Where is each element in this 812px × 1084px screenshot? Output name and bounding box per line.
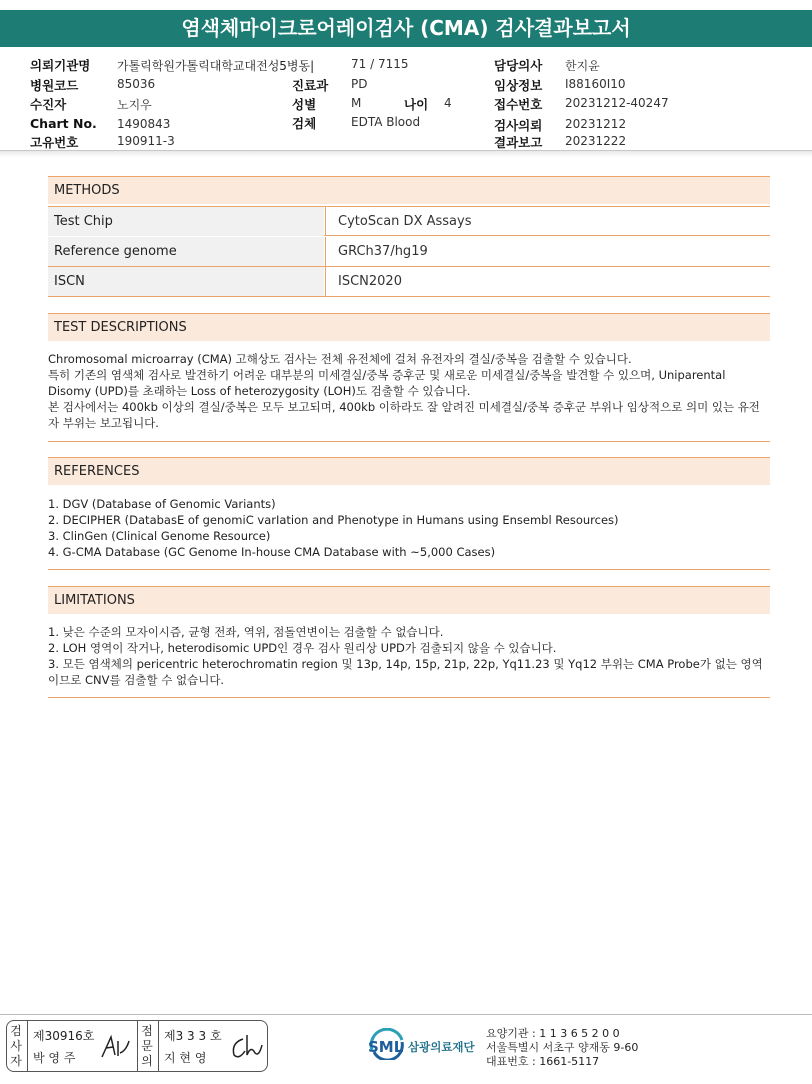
info-value: 4 <box>444 96 452 110</box>
info-value: EDTA Blood <box>351 115 421 129</box>
info-label: 진료과 <box>292 78 329 93</box>
reference-item: 4. G-CMA Database (GC Genome In-house CMA Database with ~5,000 Cases) <box>48 545 496 559</box>
info-value: 71 / 7115 <box>351 57 409 71</box>
divider <box>27 1021 28 1071</box>
test-descriptions-heading: TEST DESCRIPTIONS <box>48 313 770 341</box>
test-descriptions-body <box>48 351 770 431</box>
contact-line: 요양기관 : 1 1 3 6 5 2 0 0 <box>486 1027 620 1040</box>
reviewer-license-no: 제3 3 3 호 <box>164 1029 222 1043</box>
info-label: 검사의뢰 <box>494 118 543 133</box>
reviewer-name: 지 현 영 <box>164 1051 207 1065</box>
methods-key: Test Chip <box>48 207 324 236</box>
limitations-heading: LIMITATIONS <box>48 586 770 614</box>
info-value: PD <box>351 77 368 91</box>
info-label: 나이 <box>404 97 429 112</box>
limitations-list <box>48 624 770 688</box>
info-requesting-institution <box>30 56 90 74</box>
logo-text: SML <box>368 1038 404 1056</box>
info-label: 수진자 <box>30 97 67 112</box>
references-heading: REFERENCES <box>48 457 770 485</box>
methods-key: Reference genome <box>48 237 324 266</box>
section-divider <box>48 441 770 442</box>
info-label: 임상정보 <box>494 78 543 93</box>
footer-divider <box>0 1014 812 1015</box>
info-value: 190911-3 <box>117 134 175 148</box>
reference-item: 3. ClinGen (Clinical Genome Resource) <box>48 529 271 543</box>
signature-box <box>6 1020 268 1072</box>
section-divider <box>48 697 770 698</box>
info-value: 20231222 <box>565 134 627 148</box>
info-value: 85036 <box>117 77 156 91</box>
limitation-item: 2. LOH 영역이 작거나, heterodisomic UPD인 경우 검사 원리상 UPD가 검출되지 않을 수 있습니다. <box>48 641 557 655</box>
info-label: 담당의사 <box>494 58 543 73</box>
description-line: 특히 기존의 염색체 검사로 발견하기 어려운 대부분의 미세결실/중복 증후군 및 새로운 미세결실/중복을 발견할 수 있으며, Uniparental Disomy (UPD)를 초래하는 Loss of heterozygosity (LOH)도 검출할 수 있습니다. <box>48 368 726 398</box>
methods-value: CytoScan DX Assays <box>325 207 770 236</box>
tester-signature-icon <box>99 1033 131 1061</box>
info-value: M <box>351 96 362 110</box>
info-value: 가톨릭학원가톨릭대학교대전성5병동| <box>117 59 315 73</box>
contact-line: 대표번호 : 1661-5117 <box>486 1055 600 1068</box>
description-line: 본 검사에서는 400kb 이상의 결실/중복은 모두 보고되며, 400kb 이하라도 잘 알려진 미세결실/중복 증후군 부위나 임상적으로 의미 있는 유전자 부위는 보고됩니다. <box>48 400 760 430</box>
limitation-item: 1. 낮은 수준의 모자이시즘, 균형 전좌, 역위, 점돌연변이는 검출할 수 없습니다. <box>48 625 444 639</box>
header-shadow <box>0 151 812 157</box>
info-value: 1490843 <box>117 117 171 131</box>
methods-heading: METHODS <box>48 176 770 204</box>
contact-line: 서울특별시 서초구 양재동 9-60 <box>486 1041 639 1054</box>
methods-value: ISCN2020 <box>325 267 770 296</box>
methods-row-reference-genome <box>48 237 770 267</box>
info-label: 검체 <box>292 116 317 131</box>
divider <box>137 1021 138 1071</box>
info-label: 결과보고 <box>494 135 543 150</box>
reviewer-signature-icon <box>229 1033 263 1061</box>
info-label: 성별 <box>292 97 317 112</box>
organization-name: 삼광의료재단 <box>408 1040 475 1054</box>
tester-name: 박 영 주 <box>33 1051 76 1065</box>
sml-logo <box>368 1028 406 1064</box>
methods-key: ISCN <box>48 267 324 296</box>
methods-value: GRCh37/hg19 <box>325 237 770 266</box>
info-value: 20231212-40247 <box>565 96 669 110</box>
description-line: Chromosomal microarray (CMA) 고해상도 검사는 전체 유전체에 걸쳐 유전자의 결실/중복을 검출할 수 있습니다. <box>48 352 632 366</box>
info-value: I88160I10 <box>565 77 626 91</box>
limitation-item: 3. 모든 염색체의 pericentric heterochromatin region 및 13p, 14p, 15p, 21p, 22p, Yq11.23 및 Yq12 부위는 CMA Probe가 없는 영역이므로 CNV를 검출할 수 없습니다. <box>48 657 763 687</box>
info-label: 접수번호 <box>494 97 543 112</box>
tester-license-no: 제30916호 <box>33 1029 95 1043</box>
section-divider <box>48 569 770 570</box>
references-list <box>48 496 770 560</box>
info-label: 병원코드 <box>30 78 79 93</box>
reference-item: 1. DGV (Database of Genomic Variants) <box>48 497 276 511</box>
info-value: 20231212 <box>565 117 627 131</box>
methods-row-iscn <box>48 267 770 297</box>
divider <box>158 1021 159 1071</box>
tester-label: 검 사 자 <box>10 1024 22 1068</box>
reference-item: 2. DECIPHER (DatabasE of genomiC varIation and Phenotype in Humans using Ensembl Resources) <box>48 513 619 527</box>
info-value: 노지우 <box>117 98 152 112</box>
contact-info <box>486 1027 638 1069</box>
reviewer-label: 점 문 의 <box>141 1024 153 1068</box>
report-title: 염색체마이크로어레이검사 (CMA) 검사결과보고서 <box>0 10 812 47</box>
info-label: 의뢰기관명 <box>30 58 91 73</box>
info-label: Chart No. <box>30 116 97 131</box>
info-value: 한지윤 <box>565 59 600 73</box>
methods-row-test-chip <box>48 206 770 236</box>
info-label: 고유번호 <box>30 135 79 150</box>
